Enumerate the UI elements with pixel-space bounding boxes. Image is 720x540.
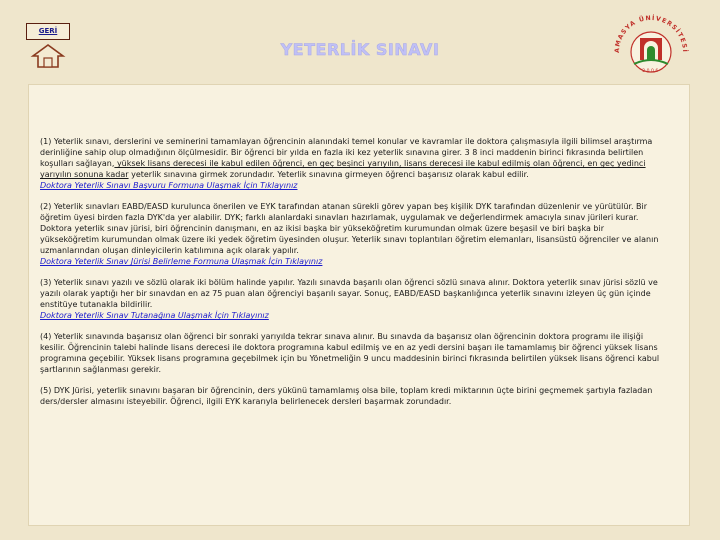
application-form-link[interactable]: Doktora Yeterlik Sınavı Başvuru Formuna Ulaşmak İçin Tıklayınız bbox=[40, 181, 298, 191]
paragraph-2 bbox=[40, 201, 660, 268]
paragraph-1-text bbox=[40, 136, 660, 180]
paragraph-5 bbox=[40, 385, 660, 407]
paragraph-1-text-after: yeterlik sınavına girmek zorundadır. Yeterlik sınavına girmeyen öğrenci başarısız olarak kabul edilir. bbox=[128, 170, 529, 180]
paragraph-5-text: (5) DYK Jürisi, yeterlik sınavını başaran bir öğrencinin, ders yükünü tamamlamış olsa bile, toplam kredi miktarının üçte birini geçmemek şartıyla fazladan ders/dersler almasını isteyebilir. Öğrenci, ilgili EYK kararıyla belirlenecek dersleri başarmak zorundadır. bbox=[40, 385, 653, 406]
paragraph-1-underlined-text: yüksek lisans derecesi ile kabul edilen öğrenci, en geç beşinci yarıyılın, lisans derecesi ile kabul edilmiş olan öğrenci, en geç yedinci yarıyılın sonuna kadar bbox=[40, 159, 646, 180]
jury-form-link[interactable]: Doktora Yeterlik Sınav Jürisi Belirleme Formuna Ulaşmak İçin Tıklayınız bbox=[40, 257, 323, 267]
content-area bbox=[40, 136, 660, 416]
amasya-university-logo bbox=[610, 8, 692, 82]
logo-arc-text: AMASYA ÜNİVERSİTESİ bbox=[613, 14, 689, 54]
page-title: YETERLİK SINAVI bbox=[280, 40, 440, 59]
paragraph-3 bbox=[40, 277, 660, 321]
paragraph-1-main-text: (1) Yeterlik sınavı, derslerini ve seminerini tamamlayan öğrencinin alanındaki temel konular ve kavramlar ile doktora çalışmasıyla ilgili bilimsel araştırma derinliğine sahip olup olmadığının ölçülmesidir. Bir öğrenci bir yılda en fazla iki kez yeterlik sınavına girer. 3 8 inci maddenin birinci fıkrasında belirtilen koşulları sağlayan, bbox=[40, 137, 653, 169]
exam-report-link[interactable]: Doktora Yeterlik Sınav Tutanağına Ulaşmak İçin Tıklayınız bbox=[40, 311, 269, 321]
paragraph-1 bbox=[40, 136, 660, 191]
paragraph-4-text: (4) Yeterlik sınavında başarısız olan öğrenci bir sonraki yarıyılda tekrar sınava alınır. Bu sınavda da başarısız olan öğrencinin doktora programı ile ilişiği kesilir. Öğrencinin talebi halinde lisans derecesi ile doktora programına kabul edilmiş ve en az yedi dersini başarı ile tamamlamış bir öğrenci yüksek lisans programına geçebilir. Yüksek lisans programına geçebilmek için bu Yönetmeliğin 9 uncu maddesinin birinci fıkrasında belirtilen yüksek lisans öğrenci kabul şartlarının sağlanması gerekir. bbox=[40, 331, 660, 375]
paragraph-4 bbox=[40, 331, 660, 375]
logo-year: 2006 bbox=[642, 69, 660, 74]
paragraph-2-text: (2) Yeterlik sınavları EABD/EASD kurulunca önerilen ve EYK tarafından atanan sürekli görev yapan beş kişilik DYK tarafından düzenlenir ve yürütülür. Bir öğretim üyesi birden fazla DYK'da yer alabilir. DYK; farklı alanlardaki sınavları hazırlamak, uygulamak ve değerlendirmek amacıyla sınav jürileri kurar. Doktora yeterlik sınav jürisi, biri öğrencinin danışmanı, en az ikisi başka bir yükseköğretim kurumundan olmak üzere beşasil ve biri başka bir yükseköğretim kurumundan olmak üzere iki yedek öğretim üyesinden oluşur. Yeterlik sınavı toplantıları öğretim elemanları, lisansüstü öğrenciler ve alanın uzmanlarından oluşan dinleyicilerin katılımına açık olarak yapılır. bbox=[40, 201, 659, 256]
back-label[interactable]: GERİ bbox=[26, 23, 70, 40]
paragraph-3-text: (3) Yeterlik sınavı yazılı ve sözlü olarak iki bölüm halinde yapılır. Yazılı sınavda başarılı olan öğrenci sözlü sınava alınır. Doktora yeterlik sınav jürisi sözlü ve yazılı olarak yaptığı her bir sınavdan en az 75 puan alan öğrenciyi başarılı sayar. Sonuç, EABD/EASD başkanlığınca yeterlik sınavını izleyen üç gün içinde enstitüye tutanakla bildirilir. bbox=[40, 278, 658, 310]
